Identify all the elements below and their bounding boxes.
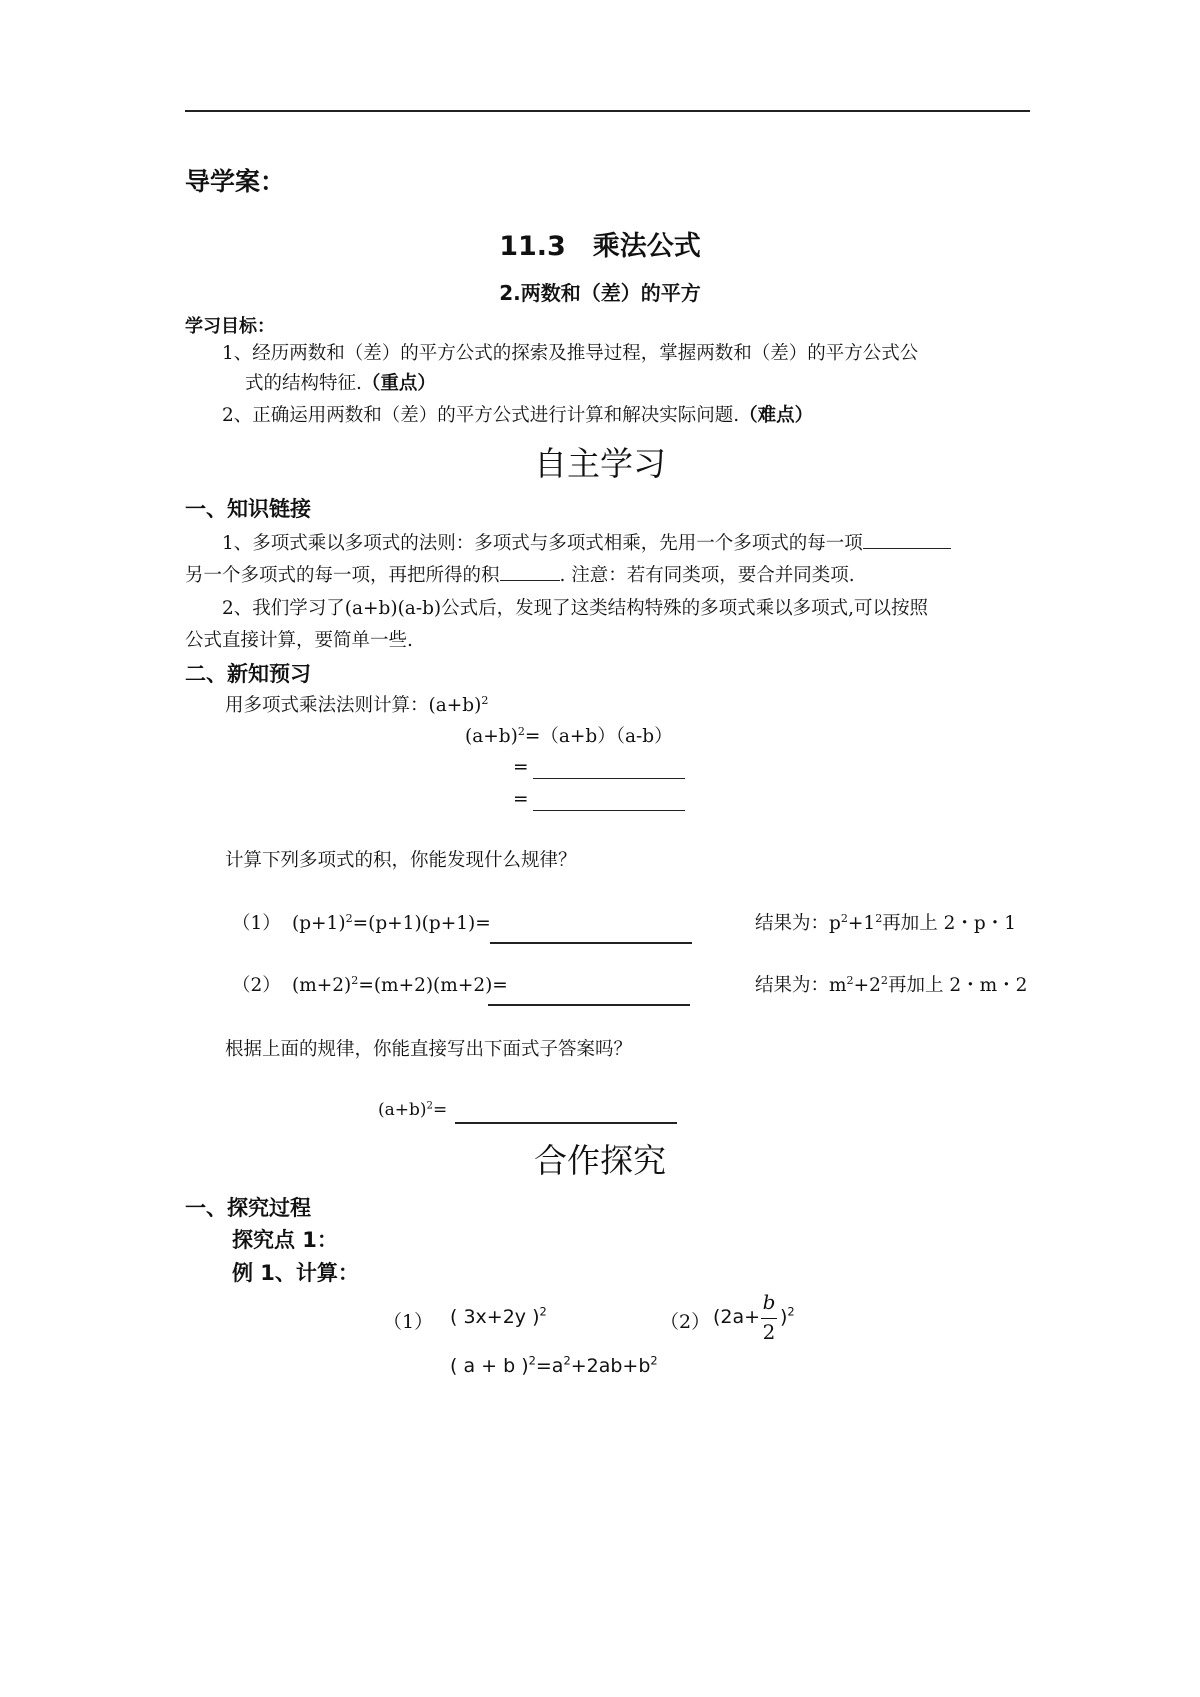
example-2-expr-open: (2a+: [713, 1306, 761, 1328]
objective-2: [222, 400, 813, 432]
objective-1-tag: （重点）: [361, 373, 436, 394]
item-1-result-b: +1: [847, 913, 876, 934]
coop-title: 合作探究: [534, 1141, 666, 1180]
rule-para-text-c: . 注意：若有同类项，要合并同类项.: [559, 565, 855, 586]
objective-2-text: 2、正确运用两数和（差）的平方公式进行计算和解决实际问题.: [222, 405, 740, 426]
preview-heading: 二、新知预习: [185, 662, 311, 686]
eq-left: (a+b): [465, 726, 518, 747]
item-2-expr-b: =(m+2)(m+2)=: [358, 975, 508, 996]
item-2-result: [755, 970, 1027, 1002]
fraction-denominator: 2: [762, 1320, 776, 1344]
header-label: 导学案：: [185, 167, 286, 196]
item-1-result-a: 结果为：p: [755, 913, 841, 934]
formula-sup3: 2: [650, 1353, 658, 1368]
eq-sup: 2: [517, 724, 525, 738]
example-2-close-paren: ): [780, 1306, 788, 1328]
item-1-expression: [292, 908, 491, 940]
self-study-title: 自主学习: [534, 444, 666, 483]
rule-para-line1: [222, 528, 951, 560]
item-2-result-a: 结果为：m: [755, 975, 847, 996]
final-answer-blank[interactable]: [455, 1122, 677, 1124]
item-2-result-sup2: 2: [880, 973, 888, 987]
fraction-numerator: b: [762, 1290, 776, 1314]
expansion-eq-2: =: [513, 757, 529, 778]
item-2-sup: 2: [351, 973, 359, 987]
example-1-expression: [450, 1306, 547, 1328]
formula-sup2: 2: [563, 1353, 571, 1368]
preview-intro-text: 用多项式乘法法则计算：(a+b): [225, 695, 482, 716]
item-1-number: （1）: [232, 913, 281, 934]
expansion-blank-2[interactable]: [533, 810, 685, 811]
formula-para-line2: 公式直接计算，要简单一些.: [185, 630, 413, 651]
final-expr-a: (a+b): [378, 1100, 427, 1120]
objective-1-line1: 1、经历两数和（差）的平方公式的探索及推导过程，掌握两数和（差）的平方公式公: [222, 343, 919, 364]
item-1-result: [755, 908, 1016, 940]
item-2-expression: [292, 970, 508, 1002]
item-2-result-c: 再加上 2・m・2: [887, 975, 1028, 996]
objective-1-line2: [245, 368, 436, 400]
item-1-result-sup1: 2: [840, 911, 848, 925]
expansion-eq-3: =: [513, 789, 529, 810]
explore-point: 探究点 1：: [232, 1228, 338, 1252]
direct-question: 根据上面的规律，你能直接写出下面式子答案吗？: [225, 1039, 633, 1060]
example-1-sup: 2: [539, 1304, 547, 1319]
expansion-blank-1[interactable]: [533, 778, 685, 779]
pattern-question: 计算下列多项式的积，你能发现什么规律？: [225, 850, 577, 871]
rule-para-text-b: 另一个多项式的每一项，再把所得的积: [185, 565, 500, 586]
rule-para-text-a: 1、多项式乘以多项式的法则：多项式与多项式相乘，先用一个多项式的每一项: [222, 533, 863, 554]
explore-heading: 一、探究过程: [185, 1196, 311, 1220]
item-1-expr-b: =(p+1)(p+1)=: [352, 913, 491, 934]
item-1-sup: 2: [345, 911, 353, 925]
item-1-result-c: 再加上 2・p・1: [882, 913, 1017, 934]
square-formula: [450, 1355, 658, 1377]
formula-sup1: 2: [528, 1353, 536, 1368]
item-1-result-sup2: 2: [875, 911, 883, 925]
item-1-answer-blank[interactable]: [490, 942, 692, 944]
expansion-line-1: [465, 721, 673, 753]
eq-right: =（a+b）（a-b）: [524, 726, 673, 747]
rule-para-line2: [185, 560, 855, 592]
objectives-heading: 学习目标：: [185, 316, 275, 337]
blank-rule-2[interactable]: [500, 579, 560, 581]
final-expr-b: =: [433, 1100, 448, 1120]
knowledge-link-heading: 一、知识链接: [185, 497, 311, 521]
final-expression: [378, 1100, 447, 1120]
fraction-bar: [761, 1318, 777, 1319]
item-2-number: （2）: [232, 975, 281, 996]
item-2-result-b: +2: [853, 975, 881, 996]
item-1-expr-a: (p+1): [292, 913, 346, 934]
formula-c: +2ab+b: [570, 1355, 651, 1377]
final-expr-sup: 2: [426, 1100, 434, 1112]
example-1-number: （1）: [383, 1311, 434, 1333]
formula-b: =a: [535, 1355, 564, 1377]
item-2-answer-blank[interactable]: [488, 1004, 690, 1006]
formula-para-line1: 2、我们学习了(a+b)(a-b)公式后，发现了这类结构特殊的多项式乘以多项式,可以按照: [222, 598, 929, 619]
page-subtitle: 2.两数和（差）的平方: [499, 281, 701, 305]
example-2-sup: 2: [787, 1304, 795, 1319]
formula-a: ( a + b ): [450, 1355, 529, 1377]
item-2-result-sup1: 2: [846, 973, 854, 987]
example-label: 例 1、计算：: [232, 1261, 359, 1285]
item-2-expr-a: (m+2): [292, 975, 352, 996]
preview-intro-sup: 2: [481, 693, 489, 707]
objective-1-text: 式的结构特征.: [245, 373, 362, 394]
example-2-number: （2）: [660, 1311, 711, 1333]
preview-intro: [225, 690, 488, 722]
objective-2-tag: （难点）: [739, 405, 814, 426]
page-title: 11.3 乘法公式: [499, 231, 701, 262]
header-rule: [185, 110, 1030, 112]
example-1-expr-text: ( 3x+2y ): [450, 1306, 540, 1328]
example-2-expr-close: [780, 1306, 795, 1328]
blank-rule-1[interactable]: [863, 547, 951, 549]
